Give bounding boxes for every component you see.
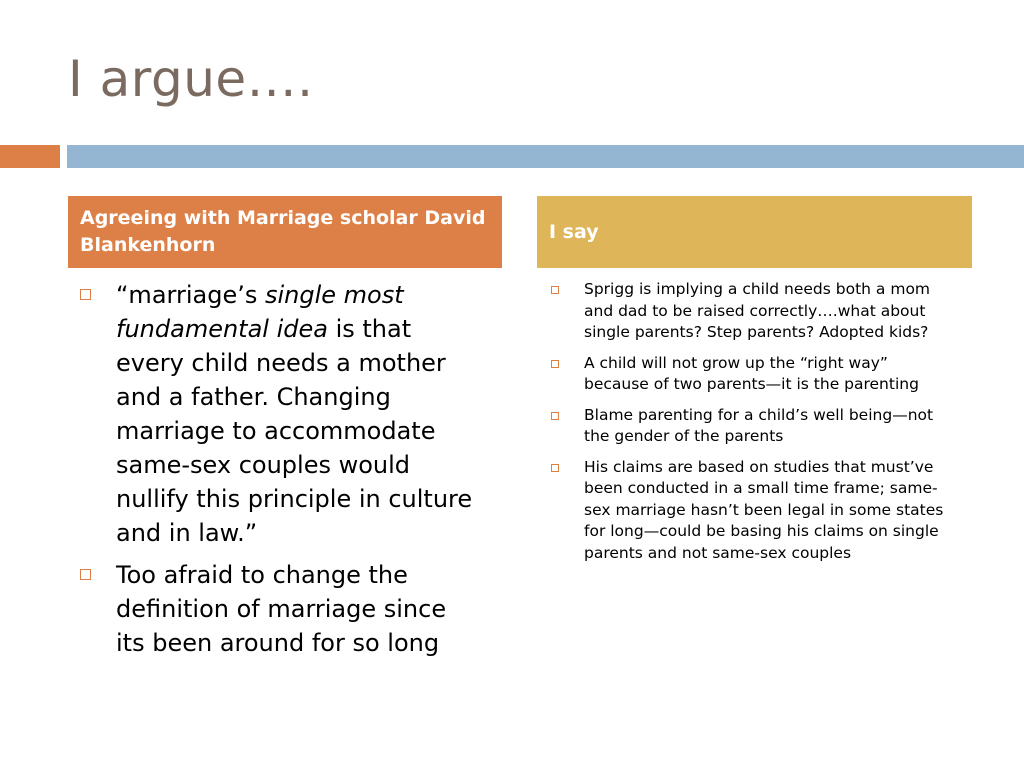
bullet-text: A child will not grow up the “right way” because of two parents—it is the parenting bbox=[584, 353, 919, 393]
accent-bar-blue bbox=[67, 145, 1024, 168]
bullet-text: Sprigg is implying a child needs both a mom and dad to be raised correctly….what about single parents? Step parents? Adopted kids? bbox=[584, 280, 931, 341]
right-column-header-text: I say bbox=[549, 221, 599, 243]
square-bullet-icon bbox=[80, 289, 91, 300]
left-bullet-list bbox=[80, 278, 480, 668]
bullet-text: Too afraid to change the definition of marriage since its been around for so long bbox=[116, 561, 447, 657]
list-item bbox=[551, 405, 951, 448]
list-item bbox=[80, 278, 480, 550]
left-column-header-text: Agreeing with Marriage scholar David Blankenhorn bbox=[80, 207, 486, 256]
slide-title: I argue…. bbox=[68, 50, 314, 108]
square-bullet-icon bbox=[80, 569, 91, 580]
list-item bbox=[80, 558, 480, 660]
right-column-header bbox=[537, 196, 972, 268]
square-bullet-icon bbox=[551, 412, 559, 420]
bullet-text-end: is that every child needs a mother and a father. Changing marriage to accommodate same-sex couples would nullify this principle in culture and in law.” bbox=[116, 315, 473, 547]
right-bullet-list bbox=[551, 279, 951, 573]
bullet-text-italic: single most fundamental idea bbox=[116, 281, 404, 343]
square-bullet-icon bbox=[551, 360, 559, 368]
square-bullet-icon bbox=[551, 464, 559, 472]
list-item bbox=[551, 353, 951, 396]
accent-bar-orange bbox=[0, 145, 60, 168]
bullet-text: His claims are based on studies that must’ve been conducted in a small time frame; same-sex marriage hasn’t been legal in some states for long—could be basing his claims on single parents and not same-sex couples bbox=[584, 457, 944, 562]
list-item bbox=[551, 457, 951, 565]
bullet-text-start: “marriage’s bbox=[116, 281, 265, 309]
square-bullet-icon bbox=[551, 286, 559, 294]
bullet-text: Blame parenting for a child’s well being—not the gender of the parents bbox=[584, 405, 934, 445]
list-item bbox=[551, 279, 951, 344]
left-column-header bbox=[68, 196, 502, 268]
